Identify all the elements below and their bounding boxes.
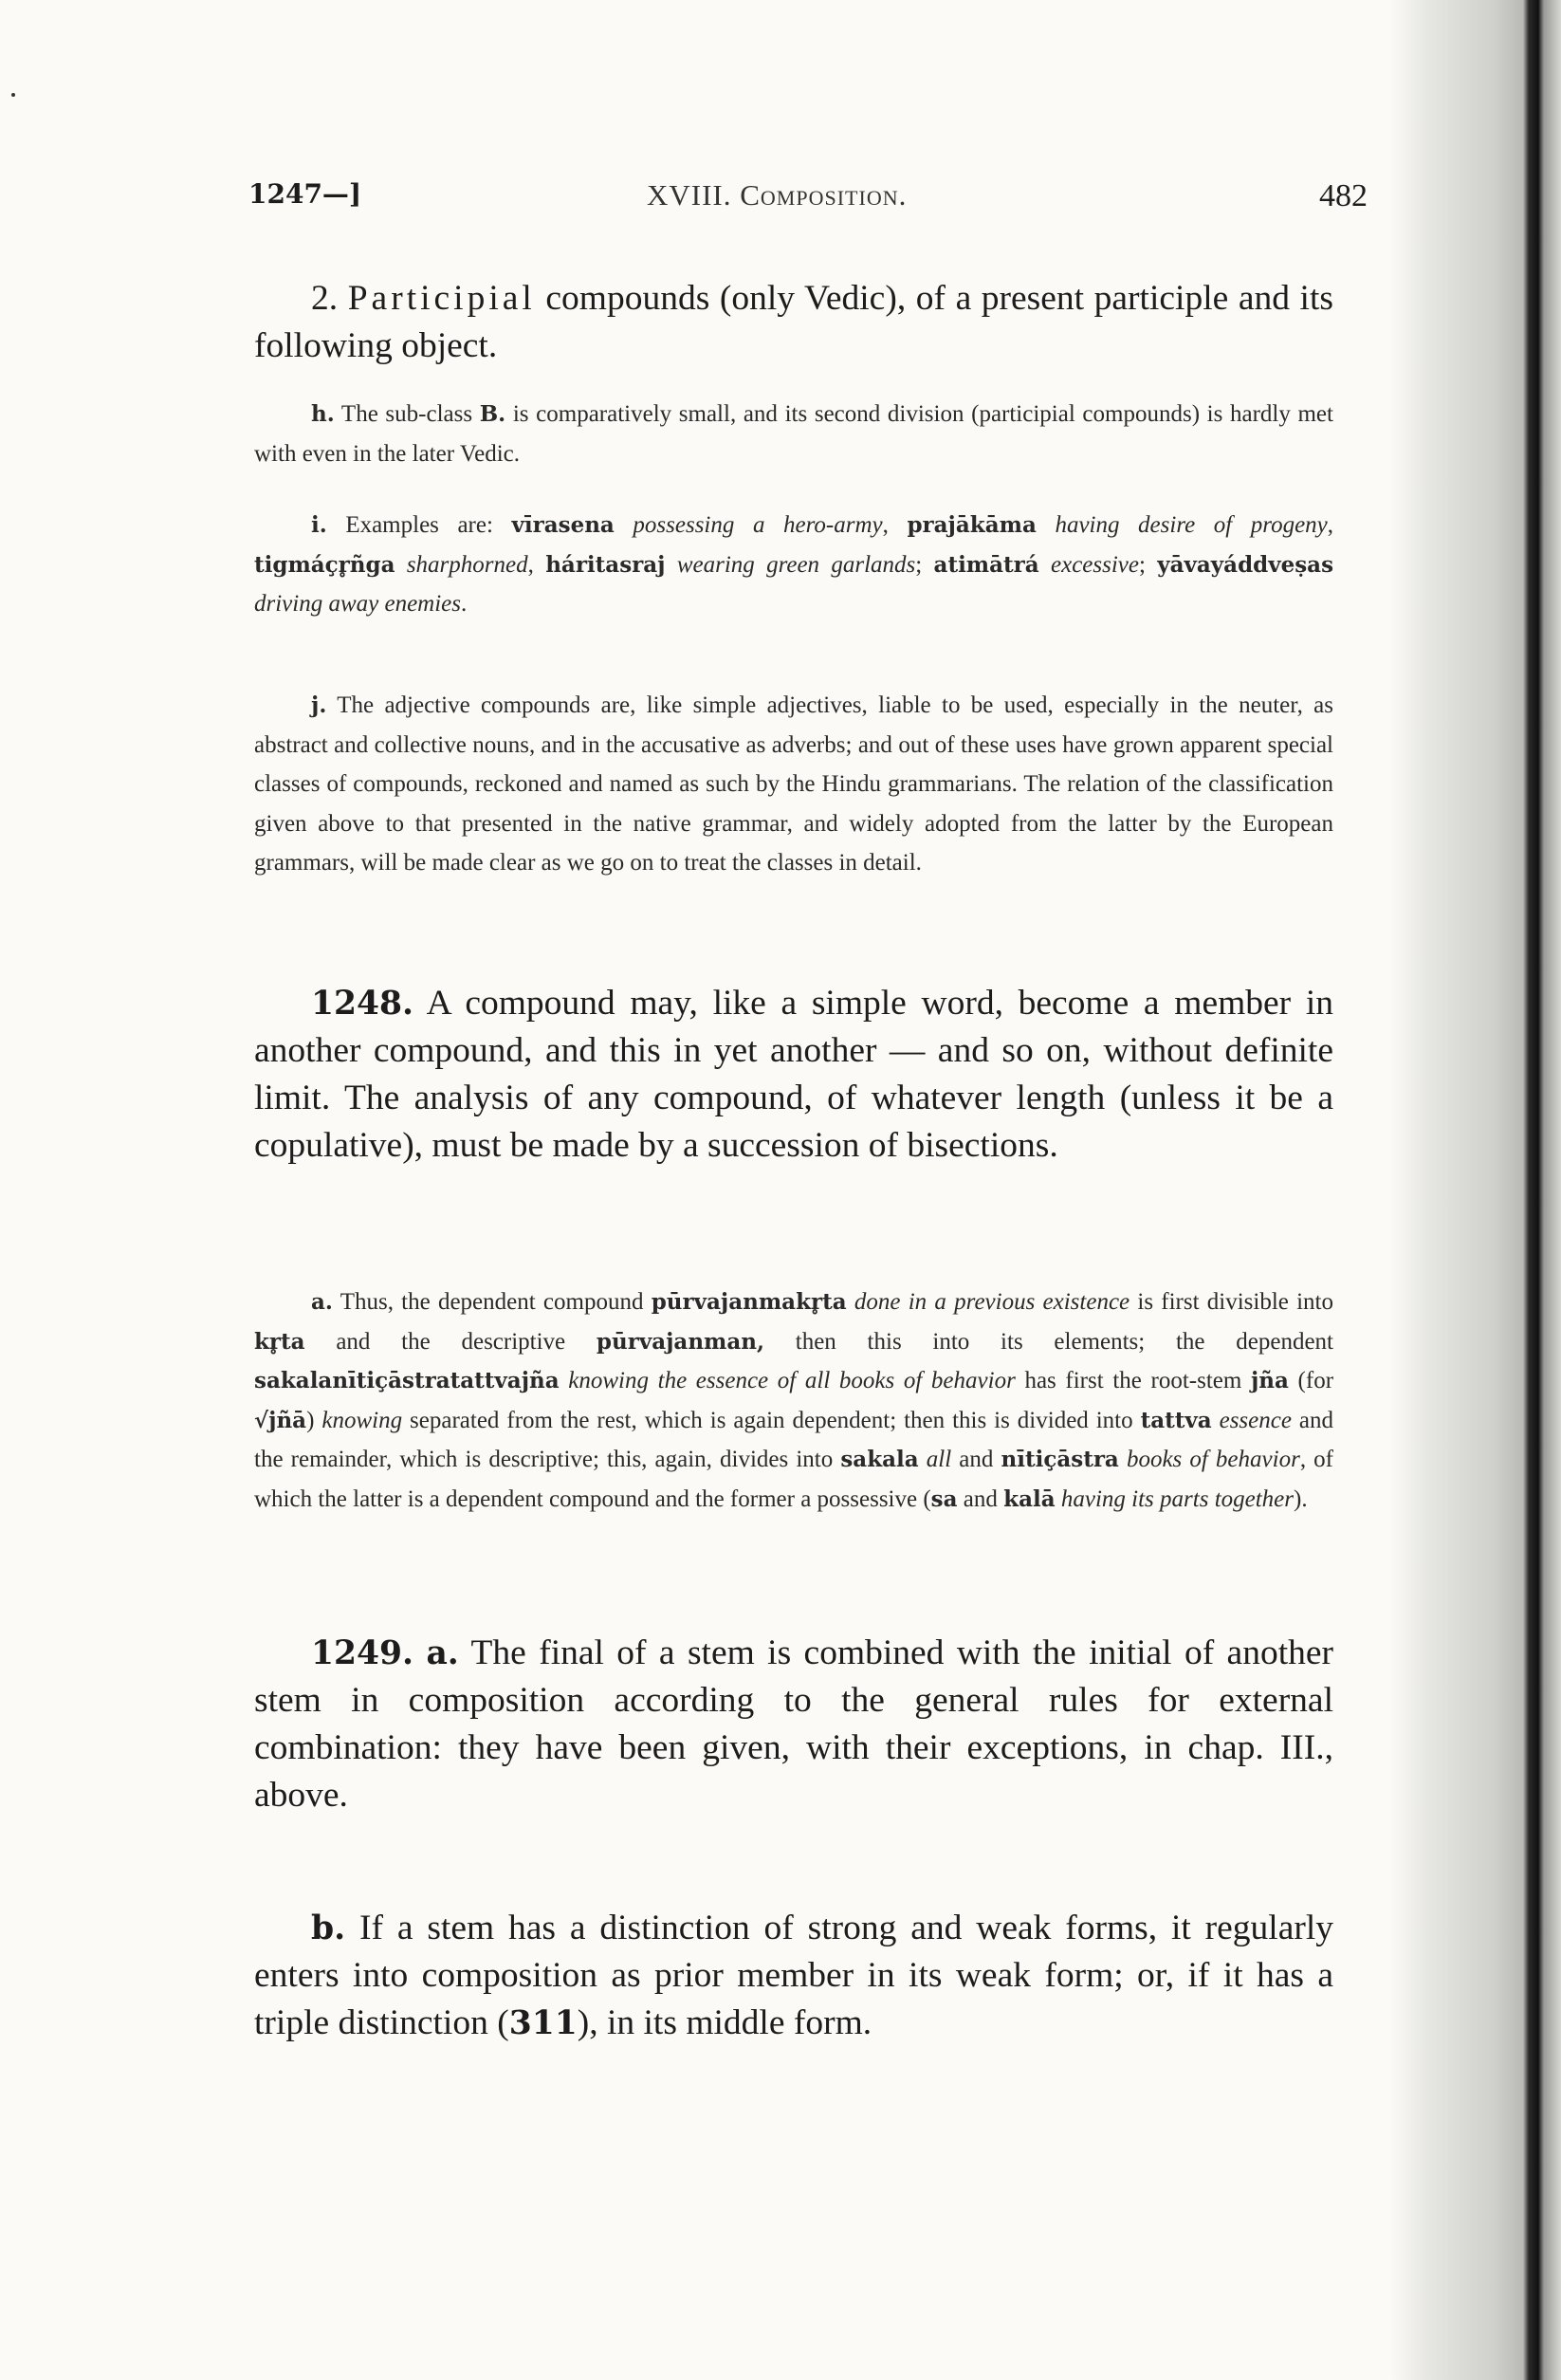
text-run: compounds (only Vedic), of a present participle and its following object. (254, 279, 1333, 365)
chapter-title: XVIII. Composition. (647, 178, 908, 212)
italic-gloss: sharphorned (406, 551, 528, 578)
text-run: is first divisible into (1129, 1289, 1334, 1315)
italic-gloss: driving away enemies (254, 591, 462, 617)
text-run: ), in its middle form. (577, 2003, 872, 2042)
text-run: , (1327, 512, 1334, 538)
text-run (1119, 1447, 1127, 1472)
italic-gloss: excessive (1051, 551, 1139, 578)
text-run: has first the root-stem (1015, 1368, 1251, 1393)
paragraph-1249a (254, 1630, 1333, 1819)
bold-term: a. (311, 1289, 333, 1315)
text-run (1212, 1408, 1220, 1433)
text-run: ) (306, 1407, 322, 1433)
text-run: and the remainder, which is descriptive; this, again, divides into (254, 1407, 1333, 1472)
bold-term: 311 (508, 2004, 578, 2042)
text-run: Participial (347, 279, 536, 318)
bold-term: pūrvajanmakr̥ta (651, 1289, 847, 1315)
text-run (1037, 512, 1056, 538)
italic-gloss: having its parts together (1060, 1485, 1295, 1512)
text-run: The final of a stem is combined with the initial of another stem in composition according to the general rules for external combination: they have been given, with their exceptions, in chap. III., above. (254, 1633, 1334, 1815)
paragraph-1248 (254, 980, 1333, 1170)
text-run (413, 1633, 426, 1672)
text-run: is comparatively small, and its second division (participial compounds) is hardly met with even in the later Vedic. (254, 401, 1333, 467)
italic-gloss: knowing the essence of all books of behavior (568, 1368, 1016, 1393)
bold-term: 1249. (311, 1634, 414, 1672)
italic-gloss: possessing a hero-army (633, 512, 883, 538)
bold-term: kalā (1003, 1485, 1056, 1512)
text-run: . (461, 591, 468, 617)
text-run: and (957, 1485, 1004, 1512)
text-run: (for (1288, 1368, 1334, 1393)
text-run: A compound may, like a simple word, become a member in another compound, and this in yet another — and so on, without definite limit. The analysis of any compound, of whatever length (unless it be a copulative), must be made by a succession of bisections. (254, 984, 1333, 1165)
text-run: and (951, 1447, 1001, 1472)
text-run: Examples are: (326, 512, 512, 538)
bold-term: nītiçāstra (1001, 1447, 1119, 1472)
text-run (395, 552, 407, 578)
italic-gloss: wearing green garlands (676, 551, 916, 578)
text-run: The adjective compounds are, like simple adjectives, liable to be used, especially in the neuter, as abstract and collective nouns, and in the accusative as adverbs; and out of these uses have grown apparent special classes of compounds, reckoned and named as such by the Hindu grammarians. The relation of the classification given above to that presented in the native grammar, and widely adopted from the latter by the European grammars, will be made clear as we go on to treat the classes in detail. (254, 692, 1333, 876)
bold-term: atimātrá (933, 551, 1039, 578)
paragraph-j (254, 686, 1333, 883)
bold-term: sakala (840, 1447, 919, 1472)
text-run (560, 1368, 569, 1393)
italic-gloss: books of behavior (1126, 1447, 1300, 1472)
bold-term: a. (426, 1634, 459, 1672)
bold-term: vīrasena (511, 512, 615, 538)
text-run: , of which the latter is a dependent compound and the former a possessive ( (254, 1447, 1333, 1512)
text-run (666, 552, 677, 578)
bold-term: i. (311, 512, 327, 538)
bold-term: sa (930, 1485, 958, 1512)
paragraph-1248a (254, 1282, 1333, 1519)
text-run: If a stem has a distinction of strong and weak forms, it regularly enters into composition as prior member in its weak form; or, if it has a triple distinction ( (254, 1909, 1333, 2042)
bold-term: kr̥ta (254, 1328, 305, 1355)
text-run (1039, 552, 1051, 578)
page-number: 482 (1319, 178, 1368, 213)
text-run (847, 1289, 854, 1315)
text-run: ). (1294, 1485, 1308, 1512)
italic-gloss: all (926, 1447, 952, 1472)
text-run (919, 1447, 927, 1472)
bold-term: sakalanītiçāstratattvajña (254, 1368, 560, 1393)
text-run: separated from the rest, which is again dependent; then this is divided into (402, 1407, 1141, 1433)
text-run (615, 512, 634, 538)
bold-term: tigmáçr̥ñga (254, 551, 395, 578)
bold-term: jña (1250, 1368, 1289, 1393)
text-run: ; (915, 551, 934, 578)
text-run: The sub-class (334, 401, 480, 427)
bold-term: prajākāma (907, 512, 1037, 538)
text-run: , (882, 512, 908, 538)
text-run: Thus, the dependent compound (332, 1289, 652, 1315)
bold-term: yāvayáddveṣas (1157, 551, 1334, 578)
bold-term: 1248. (311, 985, 414, 1023)
bold-term: háritasraj (545, 551, 666, 578)
section-reference: 1247—] (248, 178, 362, 210)
text-run: then this into its elements; the dependent (764, 1328, 1333, 1355)
bold-term: tattva (1140, 1407, 1212, 1433)
bold-term: b. (311, 1910, 346, 1947)
paragraph-h (254, 395, 1333, 473)
italic-gloss: knowing (321, 1407, 403, 1433)
text-run: , (527, 551, 546, 578)
bold-term: h. (311, 401, 335, 427)
running-header (248, 178, 1368, 220)
bold-term: j. (311, 692, 327, 718)
bold-term: B. (479, 401, 506, 427)
bold-term: pūrvajanman, (596, 1328, 765, 1355)
page-edge-shadow (1390, 0, 1561, 2380)
text-run: and the descriptive (304, 1328, 597, 1355)
bold-term: √jñā (254, 1407, 307, 1433)
italic-gloss: done in a previous existence (854, 1289, 1130, 1315)
paragraph-2 (254, 275, 1333, 370)
scan-speck (11, 93, 15, 97)
paragraph-i (254, 506, 1333, 624)
paragraph-1249b (254, 1905, 1333, 2047)
text-run: ; (1139, 551, 1158, 578)
italic-gloss: essence (1219, 1407, 1292, 1433)
text-run: 2. (311, 279, 348, 318)
italic-gloss: having desire of progeny (1055, 512, 1328, 538)
